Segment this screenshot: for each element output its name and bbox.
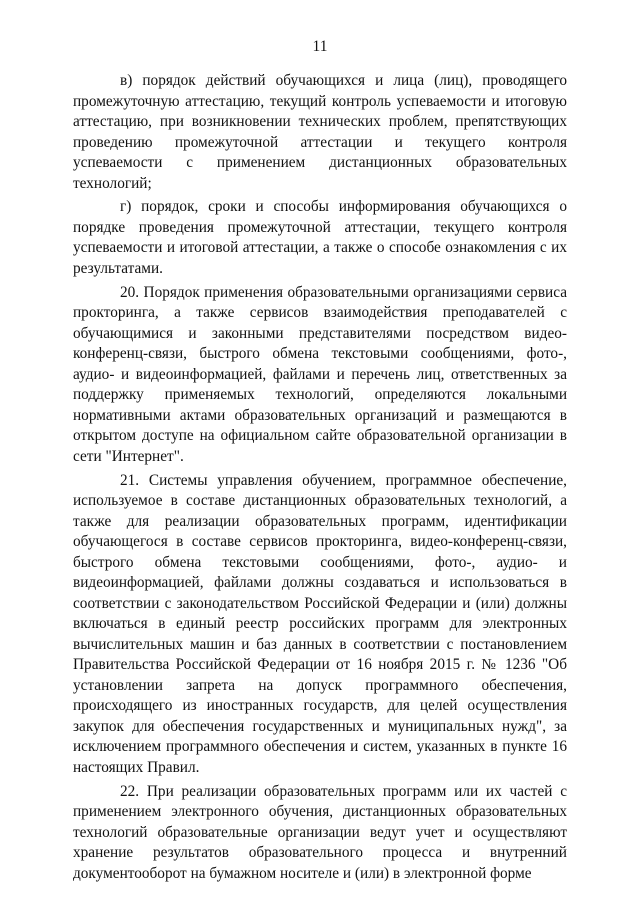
paragraph-v: в) порядок действий обучающихся и лица (лиц), проводящего промежуточную аттестацию, текущий контроль успеваемости и итоговую аттестацию, при возникновении технических проблем, препятствующих проведению промежуточной аттестации и текущего контроля успеваемости с применением дистанционных образовательных технологий; bbox=[73, 72, 567, 192]
paragraph-g: г) порядок, сроки и способы информирования обучающихся о порядке проведения промежуточной аттестации, текущего контроля успеваемости и итоговой аттестации, а также о способе ознакомления с их результатами. bbox=[73, 198, 567, 277]
paragraph-20: 20. Порядок применения образовательными организациями сервиса прокторинга, а также сервисов взаимодействия преподавателей с обучающимися и законными представителями посредством видео-конференц-связи, быстрого обмена текстовыми сообщениями, фото-, аудио- и видеоинформацией, файлами и перечень лиц, ответственных за поддержку применяемых технологий, определяются локальными нормативными актами образовательных организаций и размещаются в открытом доступе на официальном сайте образовательной организации в сети "Интернет". bbox=[73, 283, 567, 465]
document-body bbox=[73, 71, 567, 884]
paragraph-22: 22. При реализации образовательных программ или их частей с применением электронного обучения, дистанционных образовательных технологий образовательные организации ведут учет и осуществляют хранение результатов образовательного процесса и внутренний документооборот на бумажном носителе и (или) в электронной форме bbox=[73, 782, 567, 882]
page-number: 11 bbox=[312, 38, 328, 55]
paragraph-21: 21. Системы управления обучением, программное обеспечение, используемое в составе дистанционных образовательных технологий, а также для реализации образовательных программ, идентификации обучающегося в составе сервисов прокторинга, видео-конференц-связи, быстрого обмена текстовыми сообщениями, фото-, аудио- и видеоинформацией, файлами должны создаваться и использоваться в соответствии с законодательством Российской Федерации и (или) должны включаться в единый реестр российских программ для электронных вычислительных машин и баз данных в соответствии с постановлением Правительства Российской Федерации от 16 ноября 2015 г. № 1236 "Об установлении запрета на допуск программного обеспечения, происходящего из иностранных государств, для целей осуществления закупок для обеспечения государственных и муниципальных нужд", за исключением программного обеспечения и систем, указанных в пункте 16 настоящих Правил. bbox=[73, 471, 567, 776]
